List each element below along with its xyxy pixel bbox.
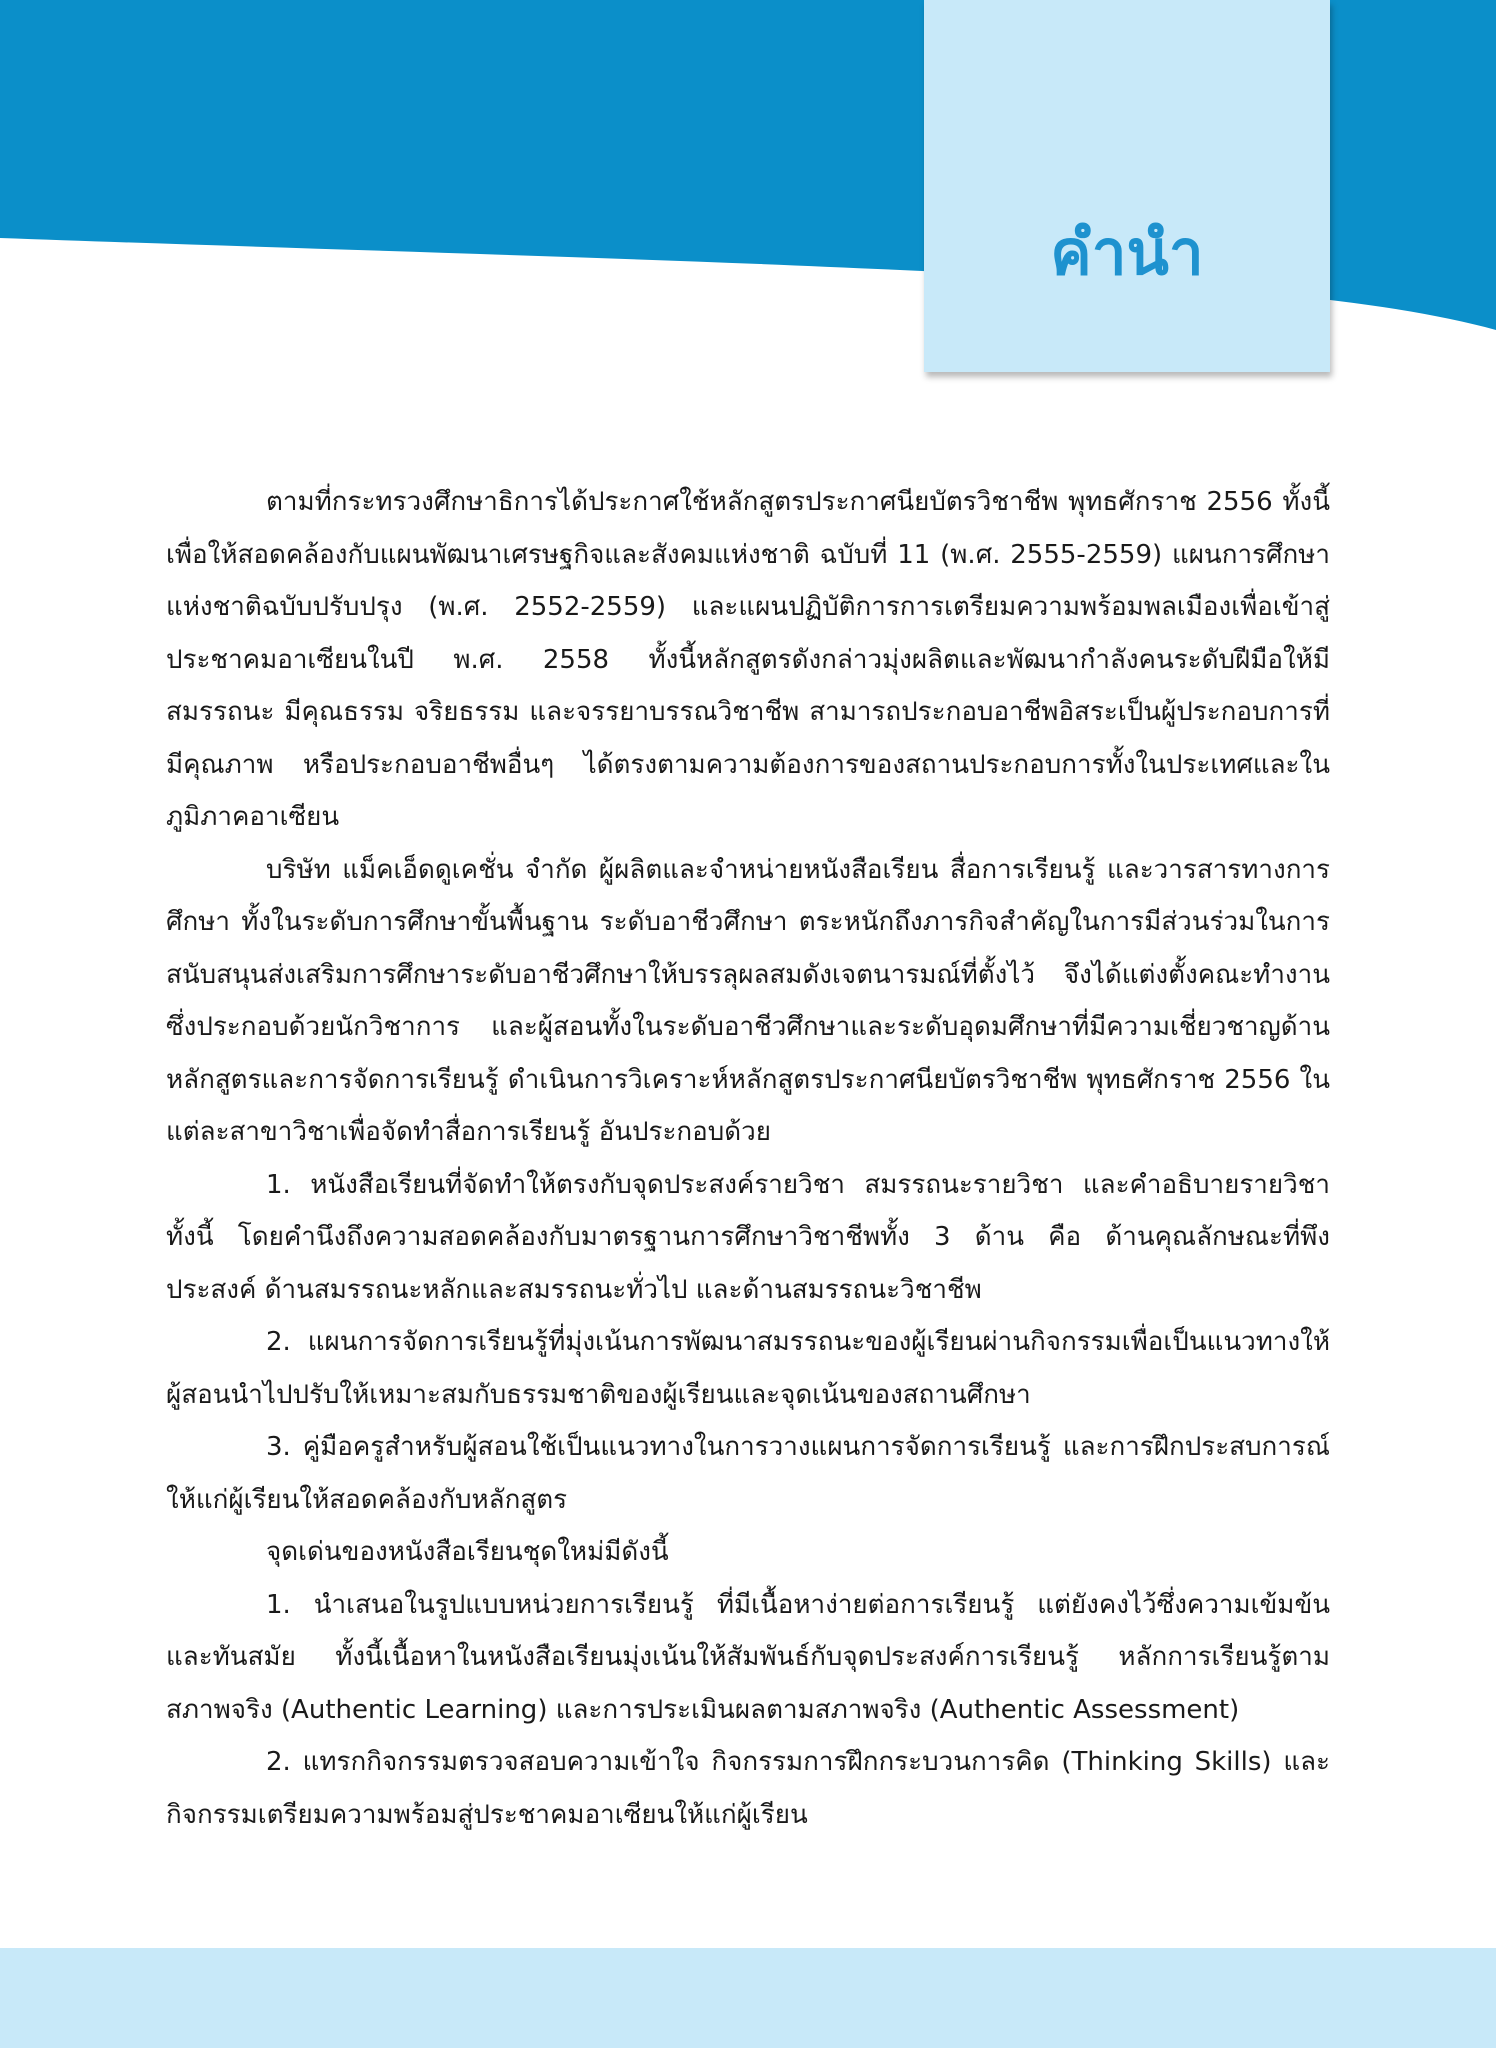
paragraph-item-teacher-guide: 3. คู่มือครูสำหรับผู้สอนใช้เป็นแนวทางในการวางแผนการจัดการเรียนรู้ และการฝึกประสบการณ์ให้แก่ผู้เรียนให้สอดคล้องกับหลักสูตร: [166, 1432, 1330, 1515]
preface-body: [166, 476, 1330, 1841]
title-box: [924, 0, 1330, 372]
paragraph-highlight-units: 1. นำเสนอในรูปแบบหน่วยการเรียนรู้ ที่มีเนื้อหาง่ายต่อการเรียนรู้ แต่ยังคงไว้ซึ่งความเข้มข้นและทันสมัย ทั้งนี้เนื้อหาในหนังสือเรียนมุ่งเน้นให้สัมพันธ์กับจุดประสงค์การเรียนรู้ หลักการเรียนรู้ตามสภาพจริง (Authentic Learning) และการประเมินผลตามสภาพจริง (Authentic Assessment): [166, 1589, 1330, 1725]
paragraph-item-textbook: 1. หนังสือเรียนที่จัดทำให้ตรงกับจุดประสงค์รายวิชา สมรรถนะรายวิชา และคำอธิบายรายวิชา ทั้งนี้ โดยคำนึงถึงความสอดคล้องกับมาตรฐานการศึกษาวิชาชีพทั้ง 3 ด้าน คือ ด้านคุณลักษณะที่พึงประสงค์ ด้านสมรรถนะหลักและสมรรถนะทั่วไป และด้านสมรรถนะวิชาชีพ: [166, 1169, 1330, 1305]
paragraph-curriculum: ตามที่กระทรวงศึกษาธิการได้ประกาศใช้หลักสูตรประกาศนียบัตรวิชาชีพ พุทธศักราช 2556 ทั้งนี้เพื่อให้สอดคล้องกับแผนพัฒนาเศรษฐกิจและสังคมแห่งชาติ ฉบับที่ 11 (พ.ศ. 2555-2559) แผนการศึกษาแห่งชาติฉบับปรับปรุง (พ.ศ. 2552-2559) และแผนปฏิบัติการการเตรียมความพร้อมพลเมืองเพื่อเข้าสู่ประชาคมอาเซียนในปี พ.ศ. 2558 ทั้งนี้หลักสูตรดังกล่าวมุ่งผลิตและพัฒนากำลังคนระดับฝีมือให้มีสมรรถนะ มีคุณธรรม จริยธรรม และจรรยาบรรณวิชาชีพ สามารถประกอบอาชีพอิสระเป็นผู้ประกอบการที่มีคุณภาพ หรือประกอบอาชีพอื่นๆ ได้ตรงตามความต้องการของสถานประกอบการทั้งในประเทศและในภูมิภาคอาเซียน: [166, 487, 1330, 832]
paragraph-highlight-activities: 2. แทรกกิจกรรมตรวจสอบความเข้าใจ กิจกรรมการฝึกกระบวนการคิด (Thinking Skills) และกิจกรรมเตรียมความพร้อมสู่ประชาคมอาเซียนให้แก่ผู้เรียน: [166, 1747, 1330, 1830]
footer-band: [0, 1948, 1496, 2048]
paragraph-company: บริษัท แม็คเอ็ดดูเคชั่น จำกัด ผู้ผลิตและจำหน่ายหนังสือเรียน สื่อการเรียนรู้ และวารสารทางการศึกษา ทั้งในระดับการศึกษาขั้นพื้นฐาน ระดับอาชีวศึกษา ตระหนักถึงภารกิจสำคัญในการมีส่วนร่วมในการสนับสนุนส่งเสริมการศึกษาระดับอาชีวศึกษาให้บรรลุผลสมดังเจตนารมณ์ที่ตั้งไว้ จึงได้แต่งตั้งคณะทำงานซึ่งประกอบด้วยนักวิชาการ และผู้สอนทั้งในระดับอาชีวศึกษาและระดับอุดมศึกษาที่มีความเชี่ยวชาญด้านหลักสูตรและการจัดการเรียนรู้ ดำเนินการวิเคราะห์หลักสูตรประกาศนียบัตรวิชาชีพ พุทธศักราช 2556 ในแต่ละสาขาวิชาเพื่อจัดทำสื่อการเรียนรู้ อันประกอบด้วย: [166, 854, 1330, 1147]
page-title: คำนำ: [1050, 216, 1204, 289]
paragraph-highlights-heading: จุดเด่นของหนังสือเรียนชุดใหม่มีดังนี้: [266, 1537, 669, 1567]
paragraph-item-lesson-plan: 2. แผนการจัดการเรียนรู้ที่มุ่งเน้นการพัฒนาสมรรถนะของผู้เรียนผ่านกิจกรรมเพื่อเป็นแนวทางให้ผู้สอนนำไปปรับให้เหมาะสมกับธรรมชาติของผู้เรียนและจุดเน้นของสถานศึกษา: [166, 1327, 1330, 1410]
